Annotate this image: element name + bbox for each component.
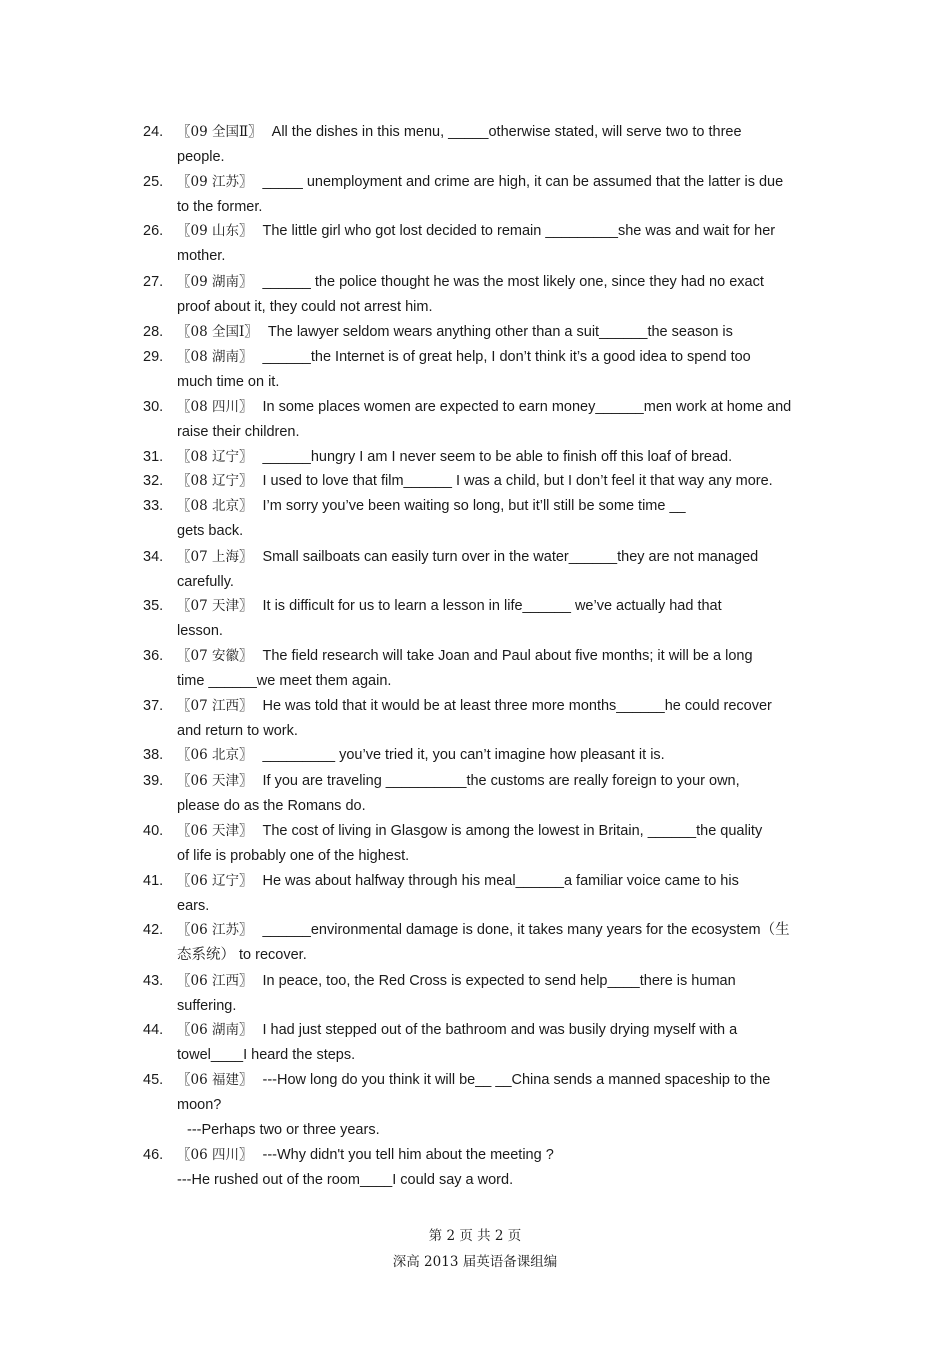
question-line: Small sailboats can easily turn over in the water______they are not managed xyxy=(262,549,759,565)
question-text xyxy=(177,743,817,768)
question-line: The cost of living in Glasgow is among the lowest in Britain, ______the quality xyxy=(262,823,763,839)
question-text xyxy=(177,869,817,919)
question-number: 45. xyxy=(143,1072,164,1088)
question-line: It is difficult for us to learn a lesson in life______ we’ve actually had that xyxy=(262,598,722,614)
question-line: The field research will take Joan and Paul about five months; it will be a long xyxy=(262,648,753,664)
question-source: 〖08 辽宁〗 xyxy=(177,473,253,489)
question-number: 35. xyxy=(143,598,164,614)
question-source: 〖08 四川〗 xyxy=(177,399,253,415)
question-source: 〖07 江西〗 xyxy=(177,698,253,714)
question-continuation: of life is probably one of the highest. xyxy=(177,848,410,864)
question-text xyxy=(177,918,817,968)
question-number: 29. xyxy=(143,349,164,365)
question-number: 46. xyxy=(143,1147,164,1163)
question-source: 〖07 天津〗 xyxy=(177,598,253,614)
question-source: 〖08 辽宁〗 xyxy=(177,449,253,465)
question-source: 〖08 湖南〗 xyxy=(177,349,253,365)
question-continuation: and return to work. xyxy=(177,723,298,739)
question-text xyxy=(177,270,817,320)
question-source: 〖08 全国Ⅰ〗 xyxy=(177,324,258,340)
question-line: _____ unemployment and crime are high, it can be assumed that the latter is due xyxy=(262,174,784,190)
question-text xyxy=(177,1018,817,1068)
question-number: 41. xyxy=(143,873,164,889)
question-source: 〖06 江苏〗 xyxy=(177,922,253,938)
question-source: 〖09 湖南〗 xyxy=(177,274,253,290)
question-continuation: 态系统） to recover. xyxy=(177,947,307,963)
question-number: 27. xyxy=(143,274,164,290)
question-number: 30. xyxy=(143,399,164,415)
question-line: ______hungry I am I never seem to be able to finish off this loaf of bread. xyxy=(262,449,733,465)
question-continuation: gets back. xyxy=(177,523,244,539)
question-line: In some places women are expected to earn money______men work at home and xyxy=(262,399,792,415)
question-line: ---Why didn't you tell him about the meeting ? xyxy=(262,1147,554,1163)
question-source: 〖06 四川〗 xyxy=(177,1147,253,1163)
question-text xyxy=(177,969,817,1019)
question-line: _________ you’ve tried it, you can’t imagine how pleasant it is. xyxy=(262,747,665,763)
question-line: If you are traveling __________the customs are really foreign to your own, xyxy=(262,773,740,789)
footer-note: 深高 2013 届英语备课组编 xyxy=(392,1254,558,1270)
question-source: 〖06 江西〗 xyxy=(177,973,253,989)
question-line: ---How long do you think it will be__ __China sends a manned spaceship to the xyxy=(262,1072,771,1088)
question-continuation: mother. xyxy=(177,248,226,264)
question-number: 36. xyxy=(143,648,164,664)
question-source: 〖08 北京〗 xyxy=(177,498,253,514)
question-source: 〖09 江苏〗 xyxy=(177,174,253,190)
question-number: 28. xyxy=(143,324,164,340)
question-text xyxy=(177,469,817,494)
question-continuation: carefully. xyxy=(177,574,234,590)
question-text xyxy=(177,819,817,869)
question-text xyxy=(177,769,817,819)
question-text xyxy=(177,545,817,595)
question-number: 33. xyxy=(143,498,164,514)
question-text xyxy=(177,1118,817,1143)
question-line: All the dishes in this menu, _____otherwise stated, will serve two to three xyxy=(271,124,742,140)
question-continuation: moon? xyxy=(177,1097,222,1113)
question-line: I’m sorry you’ve been waiting so long, but it’ll still be some time __ xyxy=(262,498,686,514)
question-number: 38. xyxy=(143,747,164,763)
question-source: 〖09 全国Ⅱ〗 xyxy=(177,124,262,140)
question-text xyxy=(177,494,817,544)
question-line: I used to love that film______ I was a child, but I don’t feel it that way any more. xyxy=(262,473,773,489)
question-line: The lawyer seldom wears anything other than a suit______the season is xyxy=(267,324,733,340)
question-line: ______the Internet is of great help, I don’t think it’s a good idea to spend too xyxy=(262,349,751,365)
question-text xyxy=(177,320,817,345)
question-text xyxy=(177,120,817,170)
question-text xyxy=(177,219,817,269)
question-source: 〖07 上海〗 xyxy=(177,549,253,565)
question-line: He was told that it would be at least three more months______he could recover xyxy=(262,698,772,714)
question-source: 〖06 福建〗 xyxy=(177,1072,253,1088)
question-text xyxy=(177,1068,817,1118)
question-continuation: proof about it, they could not arrest him. xyxy=(177,299,433,315)
question-source: 〖06 天津〗 xyxy=(177,773,253,789)
question-line: ______environmental damage is done, it takes many years for the ecosystem（生 xyxy=(262,922,790,938)
page-number: 第 2 页 共 2 页 xyxy=(428,1228,522,1244)
question-text xyxy=(177,694,817,744)
question-number: 24. xyxy=(143,124,164,140)
question-line: I had just stepped out of the bathroom and was busily drying myself with a xyxy=(262,1022,738,1038)
question-source: 〖09 山东〗 xyxy=(177,223,253,239)
question-text xyxy=(177,594,817,644)
question-line: ---Perhaps two or three years. xyxy=(187,1122,380,1138)
question-continuation: ---He rushed out of the room____I could say a word. xyxy=(177,1172,514,1188)
question-source: 〖06 北京〗 xyxy=(177,747,253,763)
question-number: 31. xyxy=(143,449,164,465)
question-text xyxy=(177,445,817,470)
question-continuation: people. xyxy=(177,149,225,165)
question-text xyxy=(177,170,817,220)
question-continuation: raise their children. xyxy=(177,424,300,440)
question-number: 32. xyxy=(143,473,164,489)
question-number: 34. xyxy=(143,549,164,565)
question-continuation: lesson. xyxy=(177,623,223,639)
question-continuation: suffering. xyxy=(177,998,237,1014)
question-number: 44. xyxy=(143,1022,164,1038)
question-number: 25. xyxy=(143,174,164,190)
question-continuation: ears. xyxy=(177,898,210,914)
question-continuation: time ______we meet them again. xyxy=(177,673,392,689)
question-line: He was about halfway through his meal______a familiar voice came to his xyxy=(262,873,739,889)
question-source: 〖07 安徽〗 xyxy=(177,648,253,664)
question-text xyxy=(177,345,817,395)
question-line: ______ the police thought he was the most likely one, since they had no exact xyxy=(262,274,764,290)
question-source: 〖06 湖南〗 xyxy=(177,1022,253,1038)
question-number: 39. xyxy=(143,773,164,789)
question-number: 37. xyxy=(143,698,164,714)
question-continuation: please do as the Romans do. xyxy=(177,798,366,814)
question-line: The little girl who got lost decided to remain _________she was and wait for her xyxy=(262,223,776,239)
question-number: 43. xyxy=(143,973,164,989)
question-line: In peace, too, the Red Cross is expected to send help____there is human xyxy=(262,973,736,989)
question-text xyxy=(177,644,817,694)
question-continuation: to the former. xyxy=(177,199,263,215)
question-number: 40. xyxy=(143,823,164,839)
question-continuation: towel____I heard the steps. xyxy=(177,1047,356,1063)
question-source: 〖06 辽宁〗 xyxy=(177,873,253,889)
question-number: 26. xyxy=(143,223,164,239)
question-text xyxy=(177,1143,817,1193)
question-source: 〖06 天津〗 xyxy=(177,823,253,839)
question-continuation: much time on it. xyxy=(177,374,280,390)
question-number: 42. xyxy=(143,922,164,938)
question-text xyxy=(177,395,817,445)
